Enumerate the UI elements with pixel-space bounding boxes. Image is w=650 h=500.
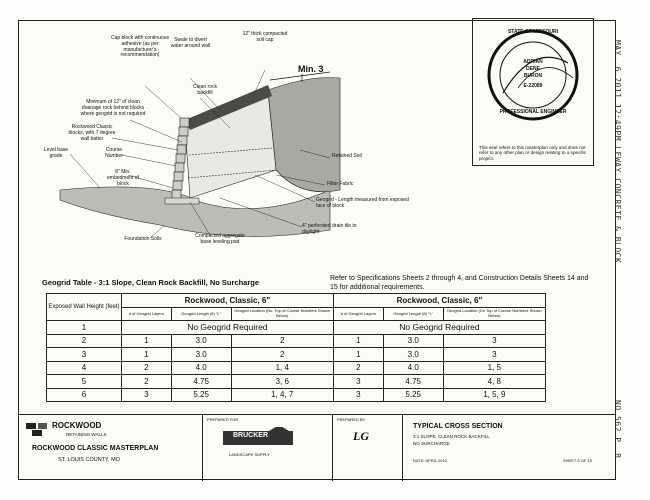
table-row [47,321,546,335]
brand-sub: RETAINING WALLS [66,432,107,437]
table-title: Geogrid Table - 3:1 Slope, Clean Rock Backfill, No Surcharge [42,278,259,287]
cell-a-location: 2 [231,348,333,362]
cell-b-length: 5.25 [383,388,443,402]
label-embedment: 8" Min. embedment of block [107,169,139,187]
sheet-number: SHEET 5 OF 15 [563,458,592,463]
reference-note: Refer to Specifications Sheets 2 through 4, and Construction Details Sheets 14 and 15 for additional requirements. [330,275,589,291]
cell-no-geogrid-a: No Geogrid Required [121,321,333,335]
label-level-base: Level base grade [43,147,69,159]
label-swale: Swale to divert water around wall [170,37,211,49]
fax-header-text: MAY. 6.2011 12:49PM LEWAY CONCRETE & BLOCK [613,40,622,264]
cell-b-length: 3.0 [383,334,443,348]
brand-name: ROCKWOOD [52,421,102,430]
seal-note: This seal refers to this masterplan only and does not refer to any other plan or design relating to a specific project. [479,144,586,161]
table-header-row [47,294,546,308]
cross-section-drawing [40,30,440,260]
cell-a-location: 1, 4 [231,361,333,375]
label-filter-fabric: Filter Fabric [327,181,354,187]
cell-b-length: 4.75 [383,375,443,389]
table-row [47,334,546,348]
cell-a-layers: 2 [121,375,171,389]
label-course-number: Course Number [105,147,123,159]
seal-name-3: BURON [523,73,543,79]
label-foundation-soils: Foundation Soils [124,236,162,242]
table-row [47,348,546,362]
cell-a-location: 2 [231,334,333,348]
table-row [47,388,546,402]
dealer-sub: LANDSCAPE SUPPLY [229,452,270,457]
cell-b-length: 3.0 [383,348,443,362]
seal-profession: PROFESSIONAL ENGINEER [499,109,567,115]
seal-ring-text: STATE OF MISSOURI [507,29,559,35]
cross-section-diagram [40,30,440,260]
sub-location-b: Geogrid Location (On Top of Course Numbers Shown Below) [443,307,545,321]
sub-layers-a: # of Geogrid Layers [121,307,171,321]
label-drainage-rock: Minimum of 12" of clean drainage rock behind blocks where geogrid is not required [80,99,146,117]
seal-name-1: ADRIAN [523,59,543,65]
label-geogrid: Geogrid - Length measured from exposed face of block [316,197,409,209]
sheet-subtitle: 3:1 SLOPE, CLEAN ROCK BACKFILL [413,434,490,439]
cell-a-length: 3.0 [171,334,231,348]
cell-a-location: 3, 6 [231,375,333,389]
cell-b-layers: 3 [333,388,383,402]
rockwood-logo-icon [26,421,48,439]
sub-length-b: Geogrid Length (ft) "L" [383,307,443,321]
sub-length-a: Geogrid Length (ft) "L" [171,307,231,321]
cell-height: 5 [47,375,122,389]
dealer-name: BRUCKER [233,432,268,439]
title-block-engineer-cell [333,415,403,481]
cell-b-layers: 1 [333,348,383,362]
seal-name-2: DENE [526,66,540,72]
sub-layers-b: # of Geogrid Layers [333,307,383,321]
label-cap-block: Cap block with continuous adhesive (as per manufacturer's recommendation) [110,35,170,59]
date-label: DATE: APRIL 2010 [413,458,447,463]
fax-footer-text: NO.562 P. 8 [613,400,622,459]
col-group-b: Rockwood, Classic, 6" [333,294,545,308]
cell-a-layers: 1 [121,334,171,348]
cell-a-length: 4.0 [171,361,231,375]
cell-a-length: 5.25 [171,388,231,402]
cell-a-layers: 2 [121,361,171,375]
engineer-seal-box [472,18,594,166]
engineer-logo: LG [353,429,369,443]
cell-b-location: 3 [443,348,545,362]
sheet-title: TYPICAL CROSS SECTION [413,423,503,430]
cell-b-location: 3 [443,334,545,348]
cell-a-layers: 3 [121,388,171,402]
fax-header-strip [613,40,644,460]
label-drain-tile: 4" perforated drain tile to daylight [302,223,357,235]
title-block-sheet-cell [403,415,616,481]
table-row [47,375,546,389]
cell-a-length: 3.0 [171,348,231,362]
label-retained-soil: Retained Soil [332,153,362,159]
cell-b-layers: 3 [333,375,383,389]
plan-title: ROCKWOOD CLASSIC MASTERPLAN [32,445,159,452]
seal-number: E-22089 [523,83,543,89]
sub-location-a: Geogrid Location (No. Top of Course Numbers Shown Below) [231,307,333,321]
col-group-a: Rockwood, Classic, 6" [121,294,333,308]
cell-b-location: 1, 5, 9 [443,388,545,402]
table-subheader-row [47,307,546,321]
cell-height: 2 [47,334,122,348]
label-rockwood-blocks: Rockwood Classic blocks, with 7 degree wall batter [68,124,116,142]
geogrid-table [46,293,546,402]
title-block-dealer-cell [203,415,333,481]
prepared-by-label: PREPARED BY [337,417,366,422]
cell-a-location: 1, 4, 7 [231,388,333,402]
cell-no-geogrid-b: No Geogrid Required [333,321,545,335]
cell-b-location: 4, 8 [443,375,545,389]
cell-b-layers: 1 [333,334,383,348]
cell-b-location: 1, 5 [443,361,545,375]
cell-height: 3 [47,348,122,362]
label-clean-rock: Clean rock backfill [193,84,217,96]
label-compacted-aggregate: Compacted aggregate base leveling pad [195,233,245,245]
cell-a-length: 4.75 [171,375,231,389]
title-block-brand-cell [18,415,203,481]
cell-height: 6 [47,388,122,402]
title-block [18,414,616,480]
sheet-subtitle-2: NO SURCHARGE [413,441,450,446]
label-soil-cap: 12" thick compacted soil cap [242,31,288,43]
cell-b-layers: 2 [333,361,383,375]
col-exposed-height: Exposed Wall Height (feet) [47,294,122,321]
cell-a-layers: 1 [121,348,171,362]
cell-height: 4 [47,361,122,375]
table-row [47,361,546,375]
prepared-for-label: PREPARED FOR [207,417,239,422]
cell-height: 1 [47,321,122,335]
plan-location: ST. LOUIS COUNTY, MO [58,457,120,463]
label-min3: Min. 3 [298,64,324,74]
cell-b-length: 4.0 [383,361,443,375]
